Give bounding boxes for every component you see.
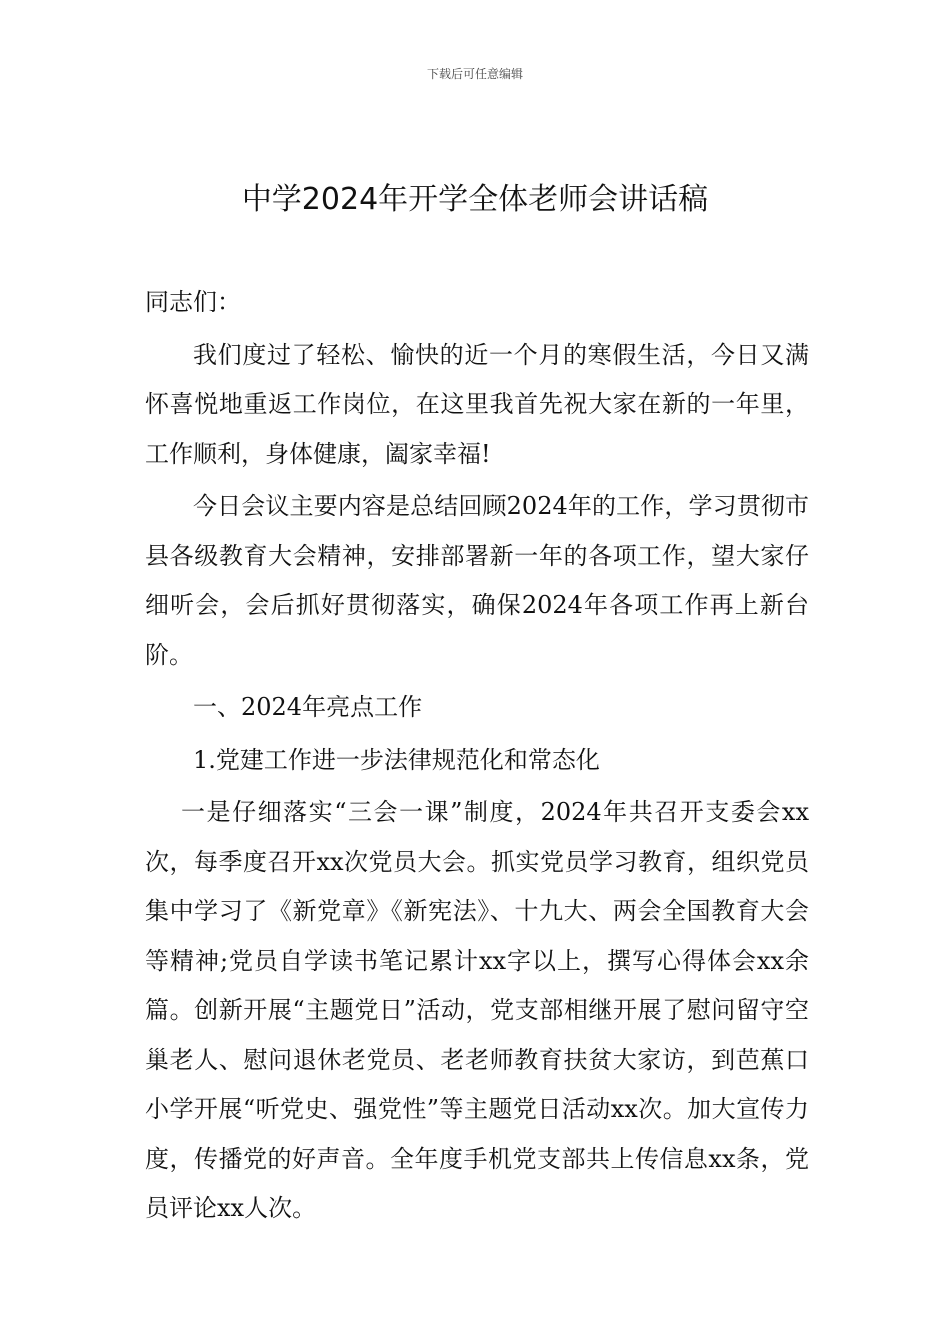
paragraph-party-work: 一是仔细落实“三会一课”制度，2024年共召开支委会xx次，每季度召开xx次党员大会。抓实党员学习教育，组织党员集中学习了《新党章》《新宪法》、十九大、两会全国教育大会等精神;党员自学读书笔记累计xx字以上，撰写心得体会xx余篇。创新开展“主题党日”活动，党支部相继开展了慰问留守空巢老人、慰问退休老党员、老老师教育扶贫大家访，到芭蕉口小学开展“听党史、强党性”等主题党日活动xx次。加大宣传力度，传播党的好声音。全年度手机党支部共上传信息xx条，党员评论xx人次。 [145, 798, 809, 1222]
header-note: 下载后可任意编辑 [426, 67, 523, 81]
paragraph-agenda: 今日会议主要内容是总结回顾2024年的工作，学习贯彻市县各级教育大会精神，安排部署新一年的各项工作，望大家仔细听会，会后抓好贯彻落实，确保2024年各项工作再上新台阶。 [145, 492, 809, 669]
subsection-heading: 1.党建工作进一步法律规范化和常态化 [193, 745, 600, 774]
section-heading: 一、2024年亮点工作 [193, 693, 423, 721]
page-title: 中学2024年开学全体老师会讲话稿 [241, 182, 709, 217]
salutation: 同志们： [145, 288, 241, 316]
document-body [145, 278, 809, 1234]
paragraph-opening: 我们度过了轻松、愉快的近一个月的寒假生活，今日又满怀喜悦地重返工作岗位，在这里我首先祝大家在新的一年里，工作顺利，身体健康，阖家幸福! [145, 340, 809, 468]
